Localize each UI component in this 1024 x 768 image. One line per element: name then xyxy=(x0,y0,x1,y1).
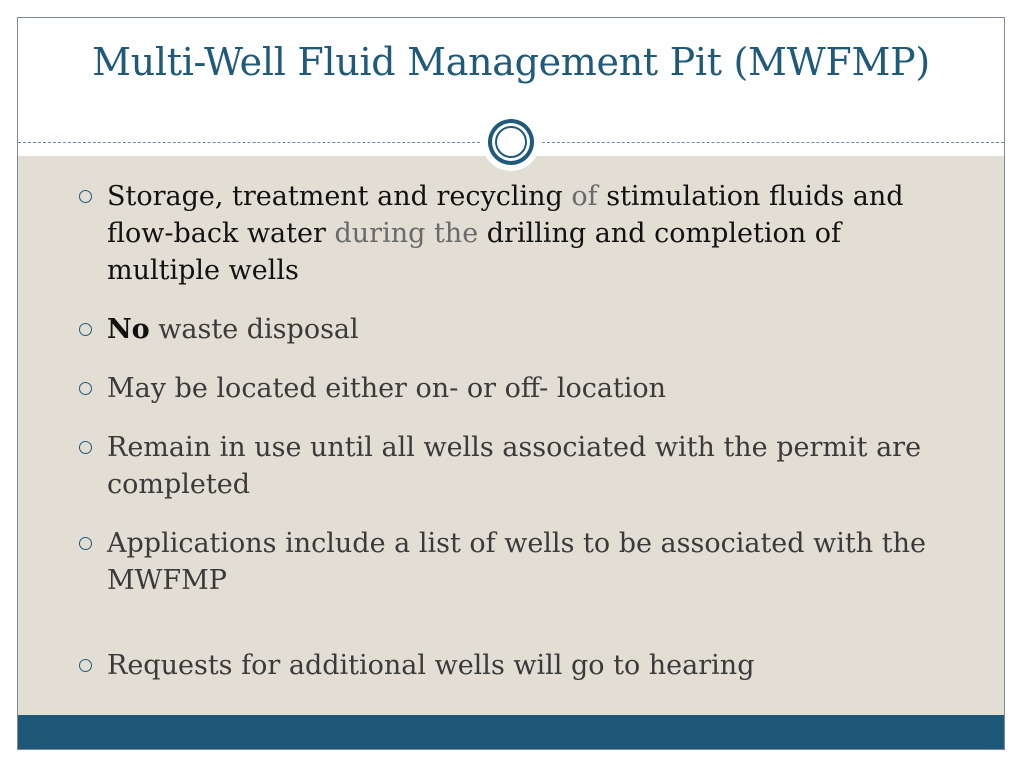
list-item xyxy=(74,525,954,599)
list-item xyxy=(74,647,954,684)
footer-bar xyxy=(18,715,1004,749)
ornament-inner-ring xyxy=(495,126,527,158)
bullet-text: stimulation fluids and flow-back water xyxy=(107,181,904,249)
bullet-text: Requests for additional wells will go to hearing xyxy=(107,650,755,681)
bullet-list xyxy=(74,178,954,706)
hollow-circle-icon xyxy=(79,382,92,395)
bullet-text: drilling and completion of multiple wells xyxy=(107,218,841,286)
bullet-text: waste disposal xyxy=(149,314,359,345)
slide xyxy=(17,17,1005,750)
list-item xyxy=(74,370,954,407)
bullet-text: Remain in use until all wells associated with the permit are completed xyxy=(107,432,922,500)
bullet-text: May be located either on- or off- location xyxy=(107,373,667,404)
bullet-text: Applications include a list of wells to be associated with the MWFMP xyxy=(107,528,926,596)
bullet-text: of xyxy=(571,181,598,212)
hollow-circle-icon xyxy=(79,190,92,203)
slide-title: Multi-Well Fluid Management Pit (MWFMP) xyxy=(92,40,930,84)
list-item xyxy=(74,311,954,348)
hollow-circle-icon xyxy=(79,659,92,672)
hollow-circle-icon xyxy=(79,441,92,454)
bullet-text: Storage, treatment and recycling xyxy=(107,181,572,212)
ornament-ring xyxy=(488,119,534,165)
hollow-circle-icon xyxy=(79,323,92,336)
double-ring-icon xyxy=(482,113,540,171)
hollow-circle-icon xyxy=(79,537,92,550)
list-item xyxy=(74,429,954,503)
list-item xyxy=(74,178,954,289)
bullet-emphasis: No xyxy=(107,314,150,345)
bullet-text: during the xyxy=(334,218,479,249)
